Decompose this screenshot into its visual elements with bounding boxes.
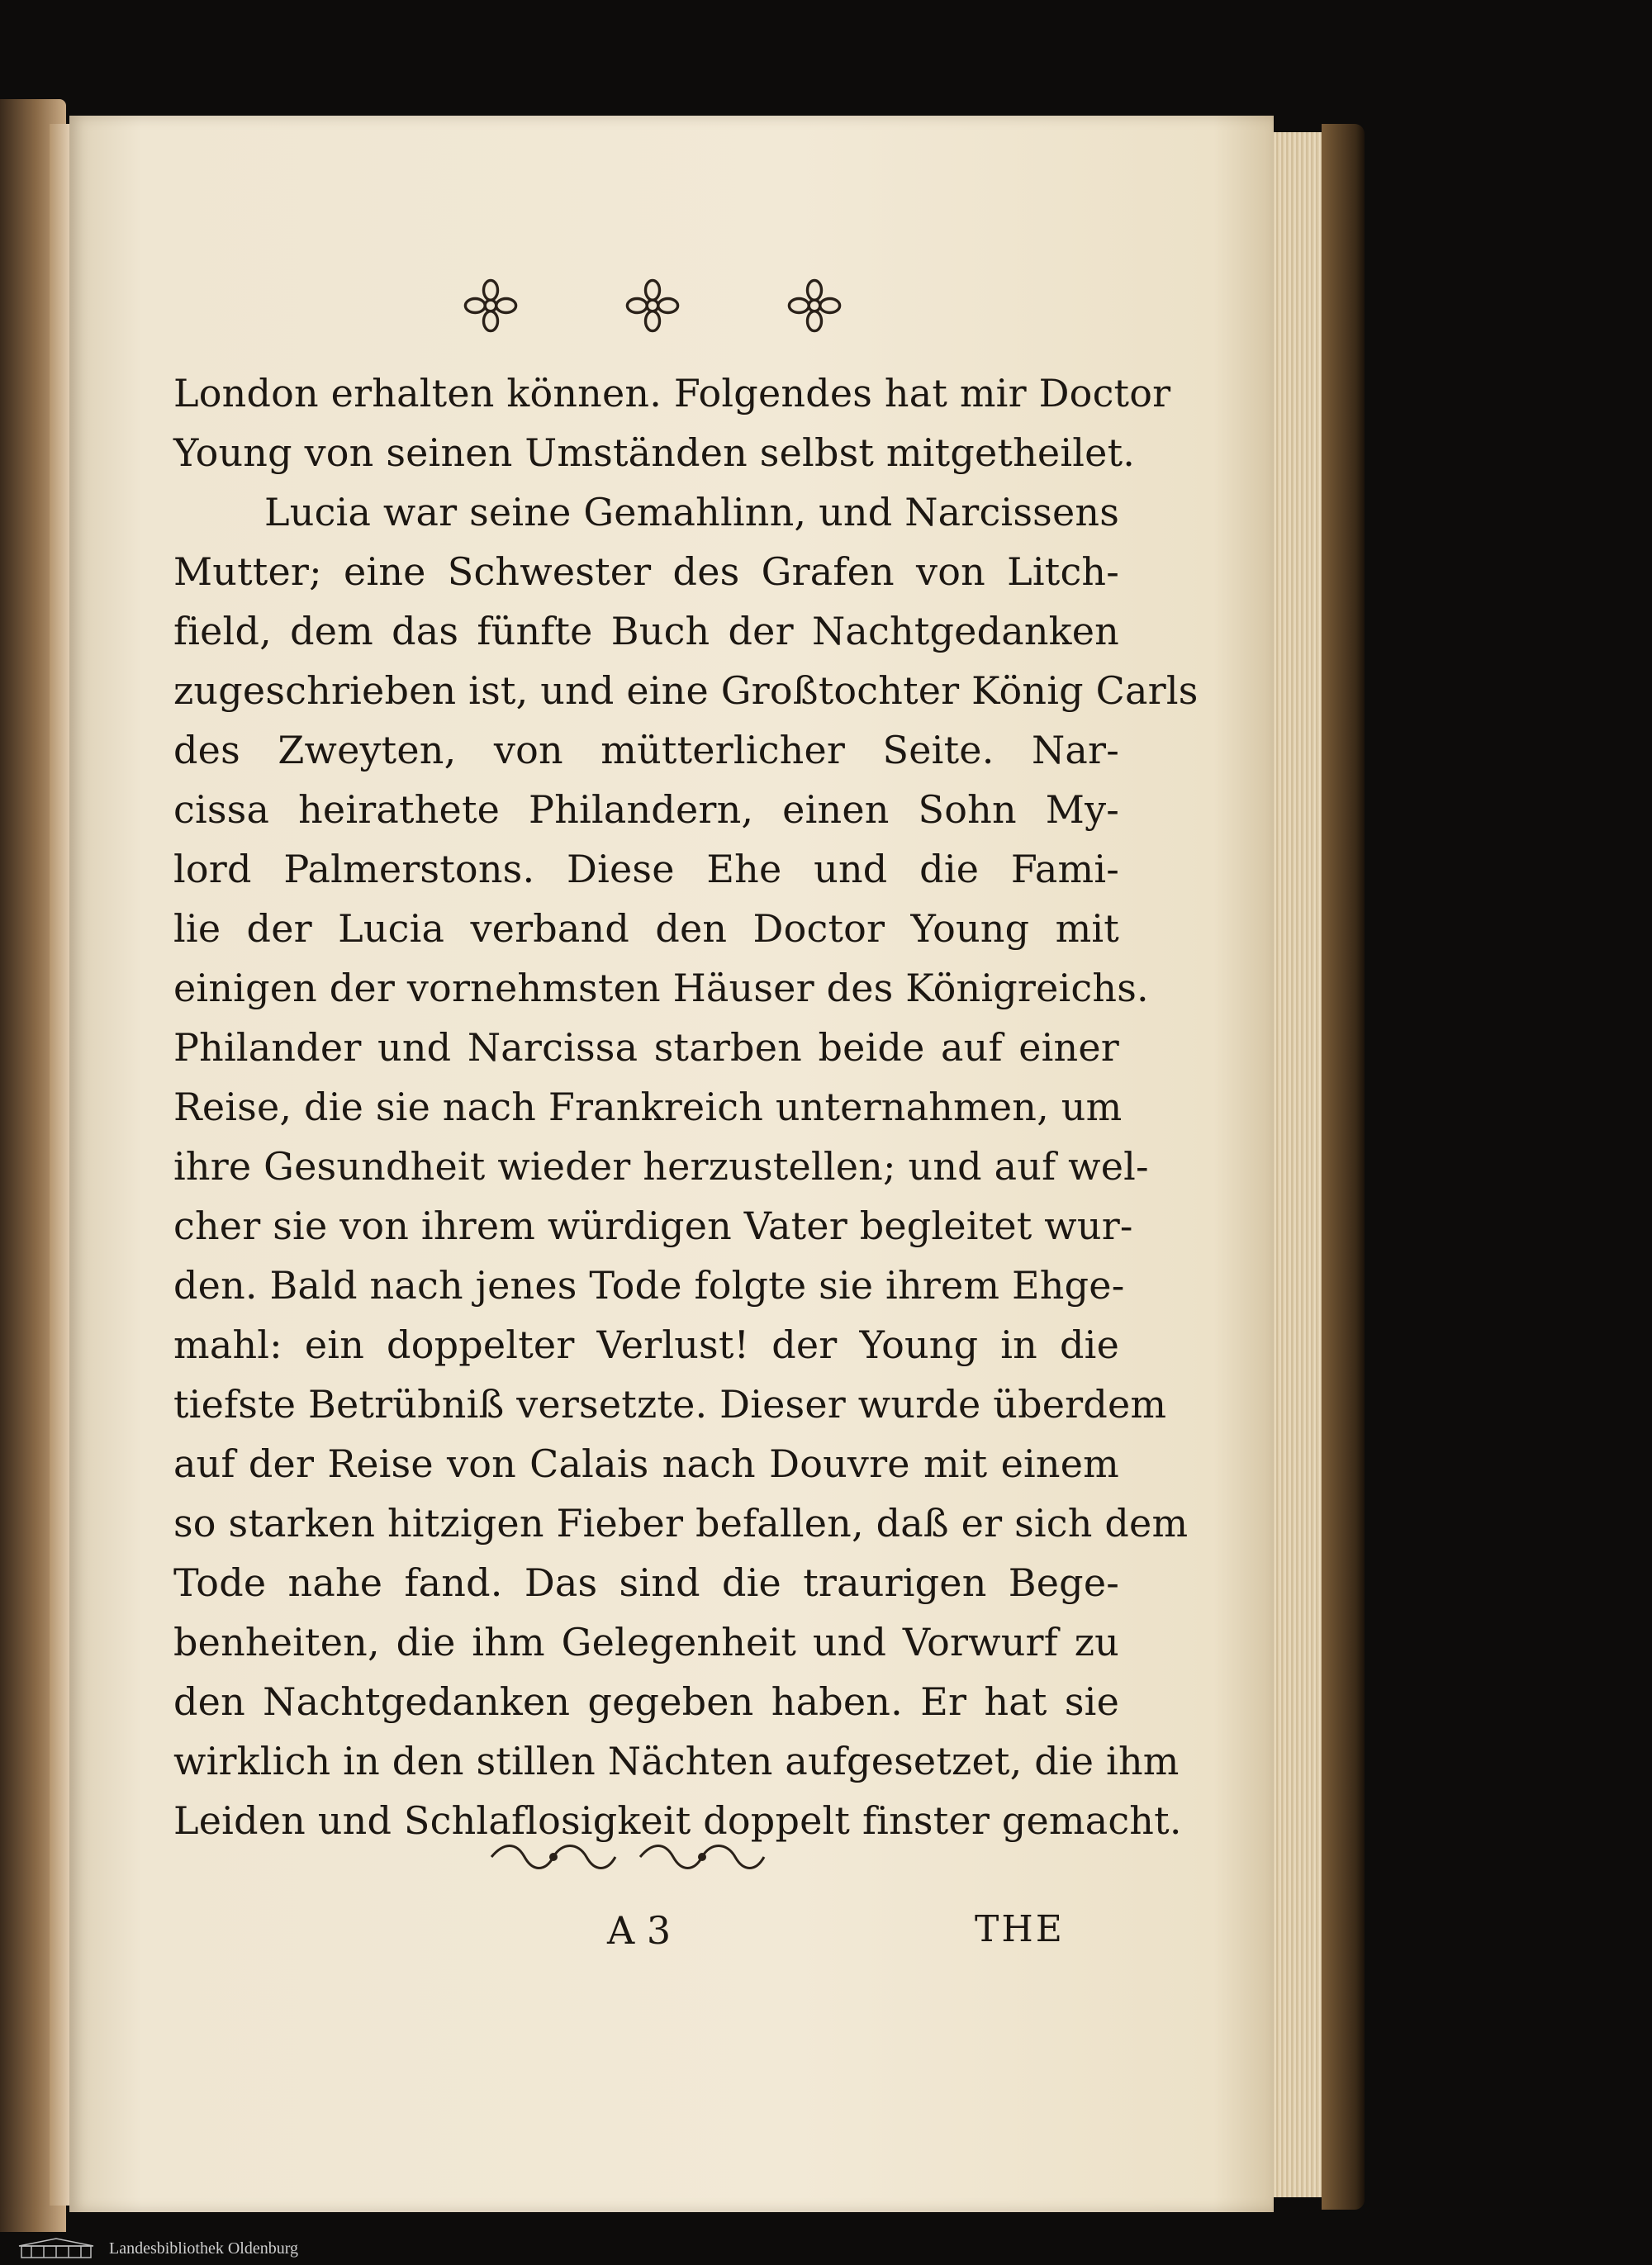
text-line: Philander und Narcissa starben beide auf einer (173, 1025, 1119, 1070)
text-line: den. Bald nach jenes Tode folgte sie ihrem Ehge- (173, 1263, 1125, 1308)
text-line: Young von seinen Umständen selbst mitgetheilet. (173, 430, 1136, 475)
text-line: Mutter; eine Schwester des Grafen von Litch- (173, 549, 1119, 594)
text-line: Tode nahe fand. Das sind die traurigen Bege- (173, 1560, 1119, 1605)
text-line: Reise, die sie nach Frankreich unternahmen, um (173, 1085, 1123, 1129)
text-line: cher sie von ihrem würdigen Vater begleitet wur- (173, 1204, 1133, 1248)
text-line: mahl: ein doppelter Verlust! der Young in die (173, 1322, 1119, 1367)
text-line: lie der Lucia verband den Doctor Young mit (173, 906, 1119, 951)
text-line: Leiden und Schlaflosigkeit doppelt finster gemacht. (173, 1798, 1182, 1843)
tailpiece-ornament (487, 1838, 768, 1879)
text-line: Lucia war seine Gemahlinn, und Narcissens (264, 490, 1120, 534)
text-line: lord Palmerstons. Diese Ehe und die Fami- (173, 847, 1119, 891)
text-line: den Nachtgedanken gegeben haben. Er hat sie (173, 1679, 1119, 1724)
signature-mark: A 3 (607, 1908, 672, 1953)
footer-bar (0, 2232, 1652, 2265)
text-line: einigen der vornehmsten Häuser des Königreichs. (173, 966, 1149, 1010)
text-line: ihre Gesundheit wieder herzustellen; und auf wel- (173, 1144, 1149, 1189)
text-line: field, dem das fünfte Buch der Nachtgedanken (173, 609, 1119, 653)
catchword: THE (975, 1908, 1065, 1950)
book-cover-edge (1322, 124, 1365, 2210)
rosette-ornament-icon (786, 278, 843, 334)
text-line: so starken hitzigen Fieber befallen, daß er sich dem (173, 1501, 1189, 1546)
rosette-ornament-icon (463, 278, 519, 334)
text-line: London erhalten können. Folgendes hat mir Doctor (173, 371, 1171, 415)
scroll-ornament-icon (636, 1838, 768, 1876)
text-line: des Zweyten, von mütterlicher Seite. Nar- (173, 728, 1119, 772)
library-building-icon (15, 2236, 97, 2261)
body-text (173, 363, 1199, 1850)
text-line: auf der Reise von Calais nach Douvre mit einem (173, 1441, 1119, 1486)
text-line: wirklich in den stillen Nächten aufgesetzet, die ihm (173, 1739, 1180, 1783)
scroll-ornament-icon (487, 1838, 620, 1876)
text-line: benheiten, die ihm Gelegenheit und Vorwurf zu (173, 1620, 1119, 1664)
header-ornament (463, 273, 843, 339)
text-line: cissa heirathete Philandern, einen Sohn My- (173, 787, 1119, 832)
text-line: zugeschrieben ist, und eine Großtochter König Carls (173, 668, 1199, 713)
text-line: tiefste Betrübniß versetzte. Dieser wurde überdem (173, 1382, 1167, 1427)
library-name: Landesbibliothek Oldenburg (109, 2239, 299, 2258)
rosette-ornament-icon (624, 278, 681, 334)
